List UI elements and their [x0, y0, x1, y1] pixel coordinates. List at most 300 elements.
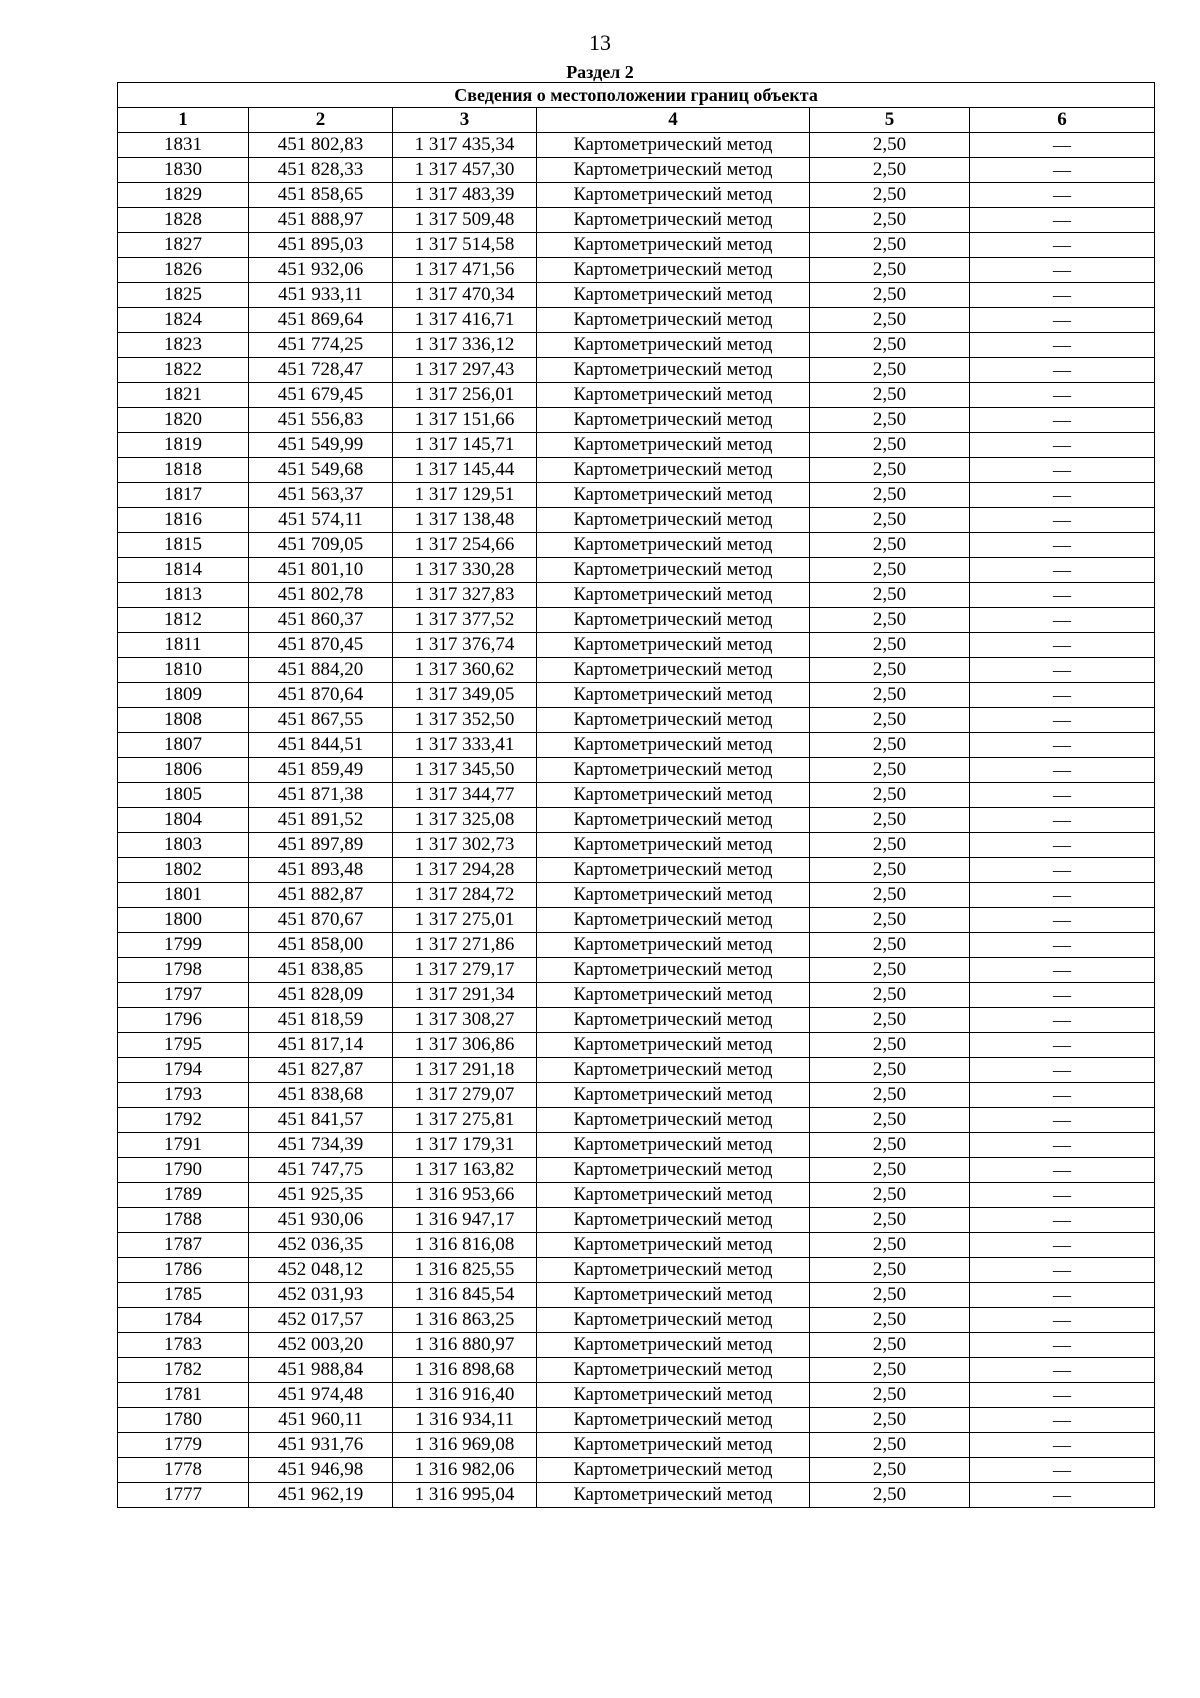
method-cell: Картометрический метод — [537, 1433, 810, 1458]
y-coordinate-cell: 1 316 880,97 — [393, 1333, 537, 1358]
method-cell: Картометрический метод — [537, 1283, 810, 1308]
method-cell: Картометрический метод — [537, 1133, 810, 1158]
x-coordinate-cell: 451 827,87 — [249, 1058, 393, 1083]
description-cell: — — [970, 933, 1155, 958]
description-cell: — — [970, 258, 1155, 283]
y-coordinate-cell: 1 317 291,18 — [393, 1058, 537, 1083]
y-coordinate-cell: 1 317 327,83 — [393, 583, 537, 608]
accuracy-cell: 2,50 — [810, 908, 970, 933]
point-number-cell: 1780 — [118, 1408, 249, 1433]
point-number-cell: 1788 — [118, 1208, 249, 1233]
accuracy-cell: 2,50 — [810, 133, 970, 158]
point-number-cell: 1807 — [118, 733, 249, 758]
table-row — [118, 133, 1155, 158]
y-coordinate-cell: 1 316 934,11 — [393, 1408, 537, 1433]
method-cell: Картометрический метод — [537, 1008, 810, 1033]
description-cell: — — [970, 1108, 1155, 1133]
table-row — [118, 1033, 1155, 1058]
x-coordinate-cell: 451 574,11 — [249, 508, 393, 533]
accuracy-cell: 2,50 — [810, 1383, 970, 1408]
method-cell: Картометрический метод — [537, 1108, 810, 1133]
method-cell: Картометрический метод — [537, 433, 810, 458]
point-number-cell: 1816 — [118, 508, 249, 533]
table-row — [118, 1108, 1155, 1133]
y-coordinate-cell: 1 316 825,55 — [393, 1258, 537, 1283]
description-cell: — — [970, 133, 1155, 158]
description-cell: — — [970, 1333, 1155, 1358]
y-coordinate-cell: 1 317 336,12 — [393, 333, 537, 358]
table-row — [118, 1083, 1155, 1108]
x-coordinate-cell: 451 870,67 — [249, 908, 393, 933]
method-cell: Картометрический метод — [537, 458, 810, 483]
y-coordinate-cell: 1 317 360,62 — [393, 658, 537, 683]
table-row — [118, 508, 1155, 533]
description-cell: — — [970, 658, 1155, 683]
point-number-cell: 1819 — [118, 433, 249, 458]
point-number-cell: 1789 — [118, 1183, 249, 1208]
x-coordinate-cell: 451 774,25 — [249, 333, 393, 358]
description-cell: — — [970, 758, 1155, 783]
description-cell: — — [970, 483, 1155, 508]
accuracy-cell: 2,50 — [810, 1258, 970, 1283]
method-cell: Картометрический метод — [537, 1383, 810, 1408]
point-number-cell: 1797 — [118, 983, 249, 1008]
page-number: 13 — [589, 30, 611, 55]
table-row — [118, 1433, 1155, 1458]
x-coordinate-cell: 451 817,14 — [249, 1033, 393, 1058]
y-coordinate-cell: 1 317 306,86 — [393, 1033, 537, 1058]
x-coordinate-cell: 451 747,75 — [249, 1158, 393, 1183]
point-number-cell: 1802 — [118, 858, 249, 883]
table-row — [118, 983, 1155, 1008]
method-cell: Картометрический метод — [537, 808, 810, 833]
method-cell: Картометрический метод — [537, 133, 810, 158]
accuracy-cell: 2,50 — [810, 233, 970, 258]
y-coordinate-cell: 1 317 138,48 — [393, 508, 537, 533]
accuracy-cell: 2,50 — [810, 358, 970, 383]
table-row — [118, 1458, 1155, 1483]
y-coordinate-cell: 1 317 377,52 — [393, 608, 537, 633]
description-cell: — — [970, 1408, 1155, 1433]
accuracy-cell: 2,50 — [810, 1183, 970, 1208]
point-number-cell: 1813 — [118, 583, 249, 608]
accuracy-cell: 2,50 — [810, 283, 970, 308]
table-row — [118, 658, 1155, 683]
table-row — [118, 1258, 1155, 1283]
accuracy-cell: 2,50 — [810, 958, 970, 983]
description-cell: — — [970, 383, 1155, 408]
y-coordinate-cell: 1 317 352,50 — [393, 708, 537, 733]
accuracy-cell: 2,50 — [810, 633, 970, 658]
x-coordinate-cell: 451 549,68 — [249, 458, 393, 483]
column-header: 2 — [249, 108, 393, 133]
x-coordinate-cell: 451 962,19 — [249, 1483, 393, 1508]
y-coordinate-cell: 1 317 483,39 — [393, 183, 537, 208]
x-coordinate-cell: 452 048,12 — [249, 1258, 393, 1283]
point-number-cell: 1792 — [118, 1108, 249, 1133]
table-row — [118, 583, 1155, 608]
accuracy-cell: 2,50 — [810, 883, 970, 908]
x-coordinate-cell: 451 867,55 — [249, 708, 393, 733]
accuracy-cell: 2,50 — [810, 1083, 970, 1108]
table-row — [118, 408, 1155, 433]
point-number-cell: 1793 — [118, 1083, 249, 1108]
x-coordinate-cell: 451 925,35 — [249, 1183, 393, 1208]
accuracy-cell: 2,50 — [810, 1208, 970, 1233]
accuracy-cell: 2,50 — [810, 1058, 970, 1083]
table-row — [118, 533, 1155, 558]
y-coordinate-cell: 1 317 291,34 — [393, 983, 537, 1008]
table-row — [118, 183, 1155, 208]
y-coordinate-cell: 1 317 129,51 — [393, 483, 537, 508]
method-cell: Картометрический метод — [537, 483, 810, 508]
table-row — [118, 483, 1155, 508]
accuracy-cell: 2,50 — [810, 1433, 970, 1458]
description-cell: — — [970, 333, 1155, 358]
x-coordinate-cell: 451 818,59 — [249, 1008, 393, 1033]
y-coordinate-cell: 1 317 457,30 — [393, 158, 537, 183]
point-number-cell: 1783 — [118, 1333, 249, 1358]
x-coordinate-cell: 451 933,11 — [249, 283, 393, 308]
x-coordinate-cell: 451 897,89 — [249, 833, 393, 858]
x-coordinate-cell: 451 882,87 — [249, 883, 393, 908]
point-number-cell: 1795 — [118, 1033, 249, 1058]
accuracy-cell: 2,50 — [810, 1308, 970, 1333]
table-caption-row — [118, 83, 1155, 108]
description-cell: — — [970, 683, 1155, 708]
y-coordinate-cell: 1 316 969,08 — [393, 1433, 537, 1458]
description-cell: — — [970, 1458, 1155, 1483]
x-coordinate-cell: 451 893,48 — [249, 858, 393, 883]
description-cell: — — [970, 1133, 1155, 1158]
y-coordinate-cell: 1 317 145,71 — [393, 433, 537, 458]
y-coordinate-cell: 1 317 163,82 — [393, 1158, 537, 1183]
column-header: 1 — [118, 108, 249, 133]
method-cell: Картометрический метод — [537, 708, 810, 733]
accuracy-cell: 2,50 — [810, 258, 970, 283]
y-coordinate-cell: 1 317 179,31 — [393, 1133, 537, 1158]
y-coordinate-cell: 1 317 509,48 — [393, 208, 537, 233]
table-row — [118, 1483, 1155, 1508]
x-coordinate-cell: 451 709,05 — [249, 533, 393, 558]
y-coordinate-cell: 1 317 275,01 — [393, 908, 537, 933]
table-row — [118, 683, 1155, 708]
accuracy-cell: 2,50 — [810, 433, 970, 458]
method-cell: Картометрический метод — [537, 408, 810, 433]
column-header-row — [118, 108, 1155, 133]
y-coordinate-cell: 1 317 345,50 — [393, 758, 537, 783]
accuracy-cell: 2,50 — [810, 758, 970, 783]
table-row — [118, 1158, 1155, 1183]
table-row — [118, 1233, 1155, 1258]
table-row — [118, 1183, 1155, 1208]
x-coordinate-cell: 451 870,45 — [249, 633, 393, 658]
accuracy-cell: 2,50 — [810, 583, 970, 608]
point-number-cell: 1787 — [118, 1233, 249, 1258]
method-cell: Картометрический метод — [537, 1083, 810, 1108]
point-number-cell: 1824 — [118, 308, 249, 333]
y-coordinate-cell: 1 317 254,66 — [393, 533, 537, 558]
table-row — [118, 283, 1155, 308]
method-cell: Картометрический метод — [537, 1358, 810, 1383]
x-coordinate-cell: 451 884,20 — [249, 658, 393, 683]
table-row — [118, 1208, 1155, 1233]
table-caption: Сведения о местоположении границ объекта — [118, 83, 1155, 108]
point-number-cell: 1796 — [118, 1008, 249, 1033]
table-row — [118, 908, 1155, 933]
description-cell: — — [970, 1083, 1155, 1108]
boundary-coordinates-table — [117, 82, 1155, 1508]
point-number-cell: 1823 — [118, 333, 249, 358]
accuracy-cell: 2,50 — [810, 1008, 970, 1033]
point-number-cell: 1820 — [118, 408, 249, 433]
point-number-cell: 1818 — [118, 458, 249, 483]
accuracy-cell: 2,50 — [810, 833, 970, 858]
y-coordinate-cell: 1 317 275,81 — [393, 1108, 537, 1133]
description-cell: — — [970, 283, 1155, 308]
accuracy-cell: 2,50 — [810, 783, 970, 808]
accuracy-cell: 2,50 — [810, 1133, 970, 1158]
table-row — [118, 308, 1155, 333]
y-coordinate-cell: 1 317 376,74 — [393, 633, 537, 658]
column-header: 6 — [970, 108, 1155, 133]
y-coordinate-cell: 1 316 995,04 — [393, 1483, 537, 1508]
point-number-cell: 1808 — [118, 708, 249, 733]
x-coordinate-cell: 452 017,57 — [249, 1308, 393, 1333]
method-cell: Картометрический метод — [537, 658, 810, 683]
x-coordinate-cell: 451 960,11 — [249, 1408, 393, 1433]
method-cell: Картометрический метод — [537, 308, 810, 333]
table-row — [118, 1283, 1155, 1308]
accuracy-cell: 2,50 — [810, 333, 970, 358]
point-number-cell: 1828 — [118, 208, 249, 233]
x-coordinate-cell: 451 801,10 — [249, 558, 393, 583]
accuracy-cell: 2,50 — [810, 808, 970, 833]
method-cell: Картометрический метод — [537, 183, 810, 208]
accuracy-cell: 2,50 — [810, 1033, 970, 1058]
method-cell: Картометрический метод — [537, 258, 810, 283]
y-coordinate-cell: 1 316 916,40 — [393, 1383, 537, 1408]
point-number-cell: 1814 — [118, 558, 249, 583]
point-number-cell: 1784 — [118, 1308, 249, 1333]
description-cell: — — [970, 583, 1155, 608]
point-number-cell: 1830 — [118, 158, 249, 183]
point-number-cell: 1805 — [118, 783, 249, 808]
accuracy-cell: 2,50 — [810, 458, 970, 483]
x-coordinate-cell: 451 828,33 — [249, 158, 393, 183]
table-row — [118, 358, 1155, 383]
x-coordinate-cell: 451 946,98 — [249, 1458, 393, 1483]
y-coordinate-cell: 1 317 284,72 — [393, 883, 537, 908]
x-coordinate-cell: 451 930,06 — [249, 1208, 393, 1233]
table-row — [118, 1358, 1155, 1383]
point-number-cell: 1803 — [118, 833, 249, 858]
point-number-cell: 1778 — [118, 1458, 249, 1483]
point-number-cell: 1781 — [118, 1383, 249, 1408]
accuracy-cell: 2,50 — [810, 608, 970, 633]
method-cell: Картометрический метод — [537, 858, 810, 883]
point-number-cell: 1821 — [118, 383, 249, 408]
description-cell: — — [970, 1183, 1155, 1208]
x-coordinate-cell: 451 860,37 — [249, 608, 393, 633]
point-number-cell: 1829 — [118, 183, 249, 208]
method-cell: Картометрический метод — [537, 1058, 810, 1083]
point-number-cell: 1800 — [118, 908, 249, 933]
description-cell: — — [970, 1358, 1155, 1383]
method-cell: Картометрический метод — [537, 358, 810, 383]
point-number-cell: 1810 — [118, 658, 249, 683]
description-cell: — — [970, 308, 1155, 333]
accuracy-cell: 2,50 — [810, 858, 970, 883]
method-cell: Картометрический метод — [537, 883, 810, 908]
point-number-cell: 1806 — [118, 758, 249, 783]
method-cell: Картометрический метод — [537, 508, 810, 533]
accuracy-cell: 2,50 — [810, 483, 970, 508]
method-cell: Картометрический метод — [537, 1033, 810, 1058]
description-cell: — — [970, 1483, 1155, 1508]
y-coordinate-cell: 1 317 435,34 — [393, 133, 537, 158]
y-coordinate-cell: 1 316 898,68 — [393, 1358, 537, 1383]
x-coordinate-cell: 451 556,83 — [249, 408, 393, 433]
x-coordinate-cell: 451 563,37 — [249, 483, 393, 508]
y-coordinate-cell: 1 317 325,08 — [393, 808, 537, 833]
method-cell: Картометрический метод — [537, 1333, 810, 1358]
y-coordinate-cell: 1 317 333,41 — [393, 733, 537, 758]
accuracy-cell: 2,50 — [810, 933, 970, 958]
table-row — [118, 158, 1155, 183]
x-coordinate-cell: 451 841,57 — [249, 1108, 393, 1133]
x-coordinate-cell: 451 931,76 — [249, 1433, 393, 1458]
y-coordinate-cell: 1 316 947,17 — [393, 1208, 537, 1233]
table-row — [118, 733, 1155, 758]
y-coordinate-cell: 1 316 982,06 — [393, 1458, 537, 1483]
table-row — [118, 333, 1155, 358]
y-coordinate-cell: 1 316 863,25 — [393, 1308, 537, 1333]
method-cell: Картометрический метод — [537, 1183, 810, 1208]
point-number-cell: 1811 — [118, 633, 249, 658]
table-row — [118, 1308, 1155, 1333]
y-coordinate-cell: 1 317 297,43 — [393, 358, 537, 383]
description-cell: — — [970, 533, 1155, 558]
x-coordinate-cell: 451 802,78 — [249, 583, 393, 608]
point-number-cell: 1791 — [118, 1133, 249, 1158]
point-number-cell: 1790 — [118, 1158, 249, 1183]
accuracy-cell: 2,50 — [810, 1158, 970, 1183]
x-coordinate-cell: 451 679,45 — [249, 383, 393, 408]
table-row — [118, 1408, 1155, 1433]
description-cell: — — [970, 433, 1155, 458]
x-coordinate-cell: 451 974,48 — [249, 1383, 393, 1408]
method-cell: Картометрический метод — [537, 1458, 810, 1483]
x-coordinate-cell: 451 988,84 — [249, 1358, 393, 1383]
table-row — [118, 833, 1155, 858]
method-cell: Картометрический метод — [537, 683, 810, 708]
description-cell: — — [970, 733, 1155, 758]
method-cell: Картометрический метод — [537, 1233, 810, 1258]
accuracy-cell: 2,50 — [810, 383, 970, 408]
method-cell: Картометрический метод — [537, 283, 810, 308]
description-cell: — — [970, 1258, 1155, 1283]
point-number-cell: 1777 — [118, 1483, 249, 1508]
table-row — [118, 783, 1155, 808]
description-cell: — — [970, 883, 1155, 908]
method-cell: Картометрический метод — [537, 1208, 810, 1233]
description-cell: — — [970, 1008, 1155, 1033]
table-row — [118, 383, 1155, 408]
accuracy-cell: 2,50 — [810, 1483, 970, 1508]
method-cell: Картометрический метод — [537, 1258, 810, 1283]
column-header: 4 — [537, 108, 810, 133]
point-number-cell: 1822 — [118, 358, 249, 383]
table-row — [118, 708, 1155, 733]
description-cell: — — [970, 458, 1155, 483]
description-cell: — — [970, 508, 1155, 533]
table-row — [118, 1133, 1155, 1158]
accuracy-cell: 2,50 — [810, 508, 970, 533]
point-number-cell: 1827 — [118, 233, 249, 258]
method-cell: Картометрический метод — [537, 583, 810, 608]
method-cell: Картометрический метод — [537, 833, 810, 858]
description-cell: — — [970, 833, 1155, 858]
y-coordinate-cell: 1 317 330,28 — [393, 558, 537, 583]
method-cell: Картометрический метод — [537, 533, 810, 558]
accuracy-cell: 2,50 — [810, 683, 970, 708]
y-coordinate-cell: 1 317 471,56 — [393, 258, 537, 283]
table-row — [118, 208, 1155, 233]
description-cell: — — [970, 1058, 1155, 1083]
description-cell: — — [970, 1433, 1155, 1458]
x-coordinate-cell: 451 869,64 — [249, 308, 393, 333]
description-cell: — — [970, 233, 1155, 258]
method-cell: Картометрический метод — [537, 1483, 810, 1508]
table-row — [118, 858, 1155, 883]
table-row — [118, 433, 1155, 458]
method-cell: Картометрический метод — [537, 208, 810, 233]
y-coordinate-cell: 1 317 145,44 — [393, 458, 537, 483]
point-number-cell: 1799 — [118, 933, 249, 958]
description-cell: — — [970, 608, 1155, 633]
y-coordinate-cell: 1 317 271,86 — [393, 933, 537, 958]
method-cell: Картометрический метод — [537, 558, 810, 583]
column-header: 3 — [393, 108, 537, 133]
x-coordinate-cell: 451 728,47 — [249, 358, 393, 383]
method-cell: Картометрический метод — [537, 933, 810, 958]
accuracy-cell: 2,50 — [810, 733, 970, 758]
section-title: Раздел 2 — [566, 62, 634, 82]
method-cell: Картометрический метод — [537, 908, 810, 933]
accuracy-cell: 2,50 — [810, 533, 970, 558]
table-row — [118, 1058, 1155, 1083]
description-cell: — — [970, 158, 1155, 183]
accuracy-cell: 2,50 — [810, 408, 970, 433]
accuracy-cell: 2,50 — [810, 1283, 970, 1308]
y-coordinate-cell: 1 317 151,66 — [393, 408, 537, 433]
point-number-cell: 1815 — [118, 533, 249, 558]
column-header: 5 — [810, 108, 970, 133]
accuracy-cell: 2,50 — [810, 1108, 970, 1133]
point-number-cell: 1817 — [118, 483, 249, 508]
x-coordinate-cell: 451 802,83 — [249, 133, 393, 158]
y-coordinate-cell: 1 317 279,17 — [393, 958, 537, 983]
x-coordinate-cell: 451 871,38 — [249, 783, 393, 808]
x-coordinate-cell: 451 549,99 — [249, 433, 393, 458]
method-cell: Картометрический метод — [537, 608, 810, 633]
y-coordinate-cell: 1 317 302,73 — [393, 833, 537, 858]
x-coordinate-cell: 451 828,09 — [249, 983, 393, 1008]
point-number-cell: 1804 — [118, 808, 249, 833]
x-coordinate-cell: 451 844,51 — [249, 733, 393, 758]
table-row — [118, 558, 1155, 583]
